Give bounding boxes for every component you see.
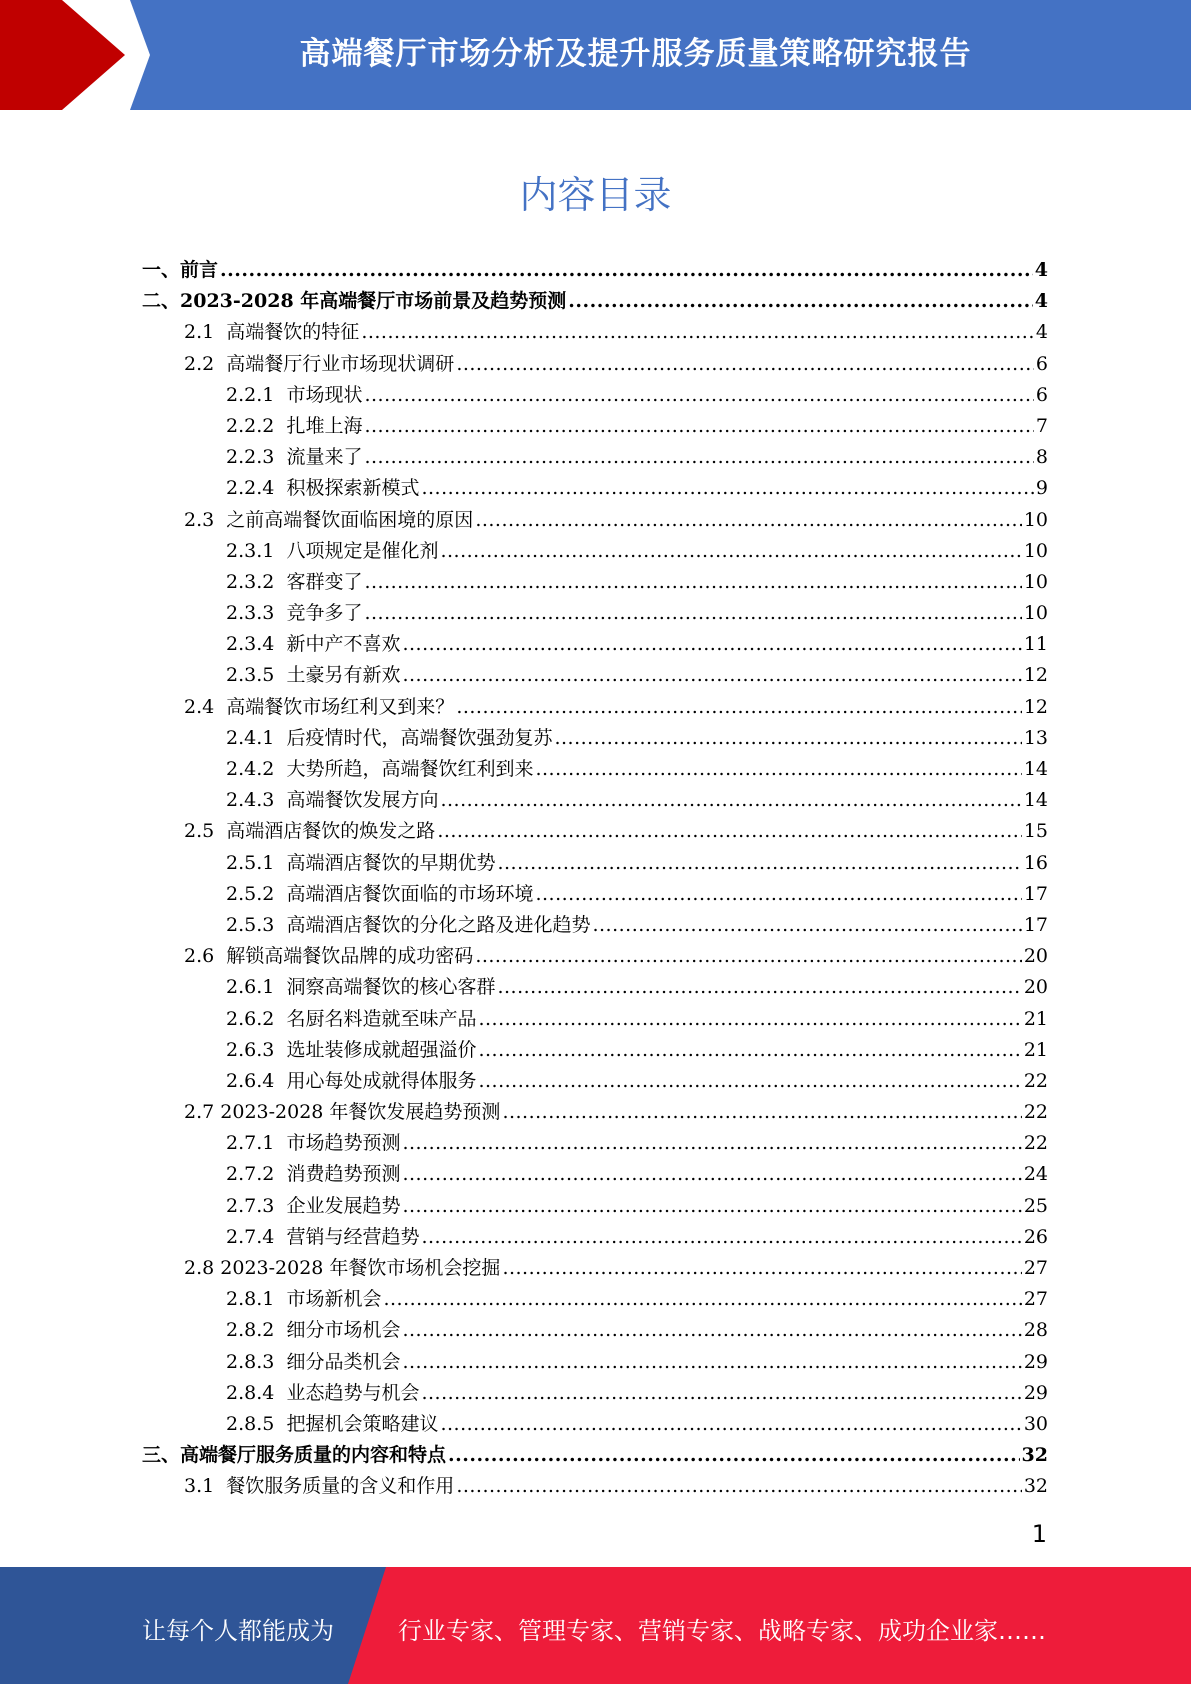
toc-entry-number: 2.6.2 [226,1007,287,1030]
toc-entry[interactable] [142,941,1048,972]
toc-dot-leader [402,660,1021,691]
toc-entry-page: 12 [1023,664,1048,687]
toc-entry[interactable] [142,1035,1048,1066]
toc-dot-leader [402,1159,1021,1190]
toc-entry[interactable] [142,660,1048,691]
toc-entry[interactable] [142,255,1048,286]
toc-entry-page: 27 [1023,1257,1048,1279]
toc-entry[interactable] [142,1409,1048,1440]
toc-entry-title: 市场新机会 [286,1288,382,1311]
toc-dot-leader [554,723,1021,754]
toc-dot-leader [440,1409,1021,1440]
toc-entry-number: 2.3.2 [226,570,287,593]
toc-entry-page: 4 [1035,321,1048,344]
toc-entry-number: 3.1 [184,1475,227,1498]
toc-entry-title: 高端餐厅服务质量的内容和特点 [180,1444,447,1467]
toc-entry-page: 20 [1023,945,1048,968]
toc-heading: 内容目录 [519,173,672,217]
toc-entry-page: 12 [1023,695,1048,718]
toc-dot-leader [402,1347,1021,1378]
toc-entry[interactable] [142,1097,1048,1128]
toc-entry-number: 2.6.4 [226,1069,287,1092]
toc-dot-leader [497,848,1021,879]
toc-entry-title: 企业发展趋势 [286,1194,401,1217]
toc-entry-number: 2.3.4 [226,633,287,656]
toc-dot-leader [456,692,1022,723]
toc-entry-title: 名厨名料造就至味产品 [286,1007,477,1030]
toc-entry-number: 2.2.1 [226,383,287,406]
toc-entry-number: 2.6.1 [226,976,287,999]
toc-entry[interactable] [142,1004,1048,1035]
toc-entry-page: 15 [1023,820,1048,843]
toc-entry-number: 2.6.3 [226,1038,287,1061]
toc-entry-page: 13 [1023,726,1048,749]
toc-entry[interactable] [142,629,1048,660]
toc-entry-number: 2.7.1 [226,1132,287,1155]
toc-entry-title: 积极探索新模式 [286,477,420,500]
footer-slogan-right: 行业专家、管理专家、营销专家、战略专家、成功企业家…… [398,1617,1046,1645]
toc-entry-number: 2.7.2 [226,1163,287,1186]
toc-entry-number: 2.7.4 [226,1225,287,1248]
toc-entry-number: 二、 [142,290,181,313]
toc-entry-page: 22 [1023,1101,1048,1124]
toc-entry-title: 高端餐饮发展方向 [286,789,439,812]
toc-entry-page: 6 [1035,383,1048,406]
toc-entry-title: 新中产不喜欢 [286,633,401,656]
toc-entry-page: 7 [1035,414,1048,437]
toc-entry-number: 2.5.1 [226,851,287,874]
toc-entry-page: 29 [1023,1350,1048,1373]
toc-entry-title: 解锁高端餐饮品牌的成功密码 [226,945,474,968]
toc-entry[interactable] [142,567,1048,598]
toc-dot-leader [475,505,1022,536]
toc-entry-page: 25 [1023,1194,1048,1217]
toc-entry-number: 2.2.2 [226,414,287,437]
toc-entry-page: 10 [1023,539,1048,562]
toc-entry-page: 28 [1023,1319,1048,1342]
toc-dot-leader [448,1440,1020,1471]
toc-entry[interactable] [142,1159,1048,1190]
toc-entry-title: 高端餐饮的特征 [226,321,360,344]
toc-entry[interactable] [142,286,1048,317]
toc-entry-title: 细分市场机会 [286,1319,401,1342]
toc-entry-page: 26 [1023,1225,1048,1248]
toc-entry-title: 2023-2028 年餐饮发展趋势预测 [220,1101,501,1124]
toc-dot-leader [364,380,1033,411]
toc-entry-title: 竞争多了 [286,602,363,625]
toc-entry-title: 八项规定是催化剂 [286,539,439,562]
toc-entry-page: 10 [1023,570,1048,593]
toc-entry[interactable] [142,1440,1048,1471]
toc-dot-leader [402,629,1021,660]
table-of-contents [142,255,1048,1503]
toc-dot-leader [497,972,1021,1003]
toc-entry[interactable] [142,972,1048,1003]
toc-entry-number: 2.5.3 [226,913,287,936]
toc-entry-number: 2.8.3 [226,1350,287,1373]
toc-entry-page: 14 [1023,789,1048,812]
toc-entry-title: 后疫情时代，高端餐饮强劲复苏 [286,726,553,749]
toc-entry-page: 4 [1034,259,1048,281]
toc-entry-page: 6 [1035,352,1048,375]
toc-entry-page: 10 [1023,602,1048,625]
toc-dot-leader [478,1004,1021,1035]
toc-entry-page: 14 [1023,758,1048,780]
toc-entry[interactable] [142,411,1048,442]
toc-entry[interactable] [142,754,1048,785]
toc-entry-title: 前言 [180,259,219,281]
toc-entry-number: 2.8.5 [226,1412,287,1435]
toc-entry-title: 高端酒店餐饮的早期优势 [286,851,496,874]
toc-entry-number: 2.3.1 [226,539,287,562]
toc-entry-number: 2.2.4 [226,477,287,500]
toc-entry[interactable] [142,1471,1048,1502]
toc-entry-title: 把握机会策略建议 [286,1412,439,1435]
toc-dot-leader [402,1128,1021,1159]
toc-entry-number: 2.8.2 [226,1319,287,1342]
toc-dot-leader [456,1471,1022,1502]
toc-dot-leader [475,941,1022,972]
toc-entry-page: 24 [1023,1163,1048,1186]
toc-entry[interactable] [142,380,1048,411]
toc-entry-page: 20 [1023,976,1048,999]
toc-entry-title: 业态趋势与机会 [286,1381,420,1404]
toc-dot-leader [421,1222,1021,1253]
toc-entry[interactable] [142,1378,1048,1409]
toc-entry-number: 2.2.3 [226,446,287,469]
toc-entry-title: 高端餐饮市场红利又到来？ [226,695,455,718]
toc-dot-leader [440,785,1021,816]
header-band [0,0,1191,110]
toc-entry-number: 2.4.1 [226,726,287,749]
toc-dot-leader [478,1035,1021,1066]
toc-entry-page: 30 [1023,1412,1048,1435]
toc-entry-page: 9 [1035,477,1048,500]
toc-dot-leader [361,317,1034,348]
toc-dot-leader [568,286,1032,317]
toc-dot-leader [592,910,1021,941]
toc-entry-page: 17 [1023,882,1048,905]
report-title: 高端餐厅市场分析及提升服务质量策略研究报告 [299,36,972,72]
toc-entry[interactable] [142,1347,1048,1378]
toc-entry-page: 21 [1023,1038,1048,1061]
toc-entry-number: 2.7 [184,1101,221,1124]
toc-entry-title: 用心每处成就得体服务 [286,1069,477,1092]
toc-entry-number: 2.6 [184,945,227,968]
toc-entry[interactable] [142,505,1048,536]
toc-entry[interactable] [142,848,1048,879]
toc-entry[interactable] [142,723,1048,754]
toc-dot-leader [383,1284,1021,1315]
toc-entry-number: 2.4.3 [226,789,287,812]
toc-entry-page: 11 [1023,633,1048,656]
toc-entry[interactable] [142,1315,1048,1346]
toc-dot-leader [535,754,1021,785]
toc-entry-number: 2.8 [184,1257,221,1279]
toc-entry-page: 22 [1023,1132,1048,1155]
toc-entry-title: 市场现状 [286,383,363,406]
toc-entry-page: 22 [1023,1069,1048,1092]
toc-entry-title: 选址装修成就超强溢价 [286,1038,477,1061]
toc-entry-title: 细分品类机会 [286,1350,401,1373]
toc-entry-title: 2023-2028 年餐饮市场机会挖掘 [220,1257,501,1279]
toc-entry-title: 营销与经营趋势 [286,1225,420,1248]
toc-entry[interactable] [142,1066,1048,1097]
toc-entry-number: 一、 [142,259,181,281]
toc-entry-page: 32 [1021,1444,1048,1467]
toc-dot-leader [402,1315,1021,1346]
toc-entry[interactable] [142,1191,1048,1222]
toc-entry-number: 三、 [142,1444,181,1467]
toc-entry[interactable] [142,442,1048,473]
toc-entry-title: 消费趋势预测 [286,1163,401,1186]
toc-entry-page: 10 [1023,508,1048,531]
toc-entry-number: 2.5 [184,820,227,843]
toc-entry-title: 2023-2028 年高端餐厅市场前景及趋势预测 [180,290,567,313]
toc-entry[interactable] [142,1128,1048,1159]
toc-entry-title: 高端酒店餐饮的分化之路及进化趋势 [286,913,591,936]
toc-entry-title: 高端餐厅行业市场现状调研 [226,352,455,375]
toc-entry[interactable] [142,598,1048,629]
toc-entry[interactable] [142,473,1048,504]
toc-entry[interactable] [142,317,1048,348]
toc-entry[interactable] [142,1253,1048,1284]
toc-entry-page: 8 [1035,446,1048,469]
toc-entry-title: 洞察高端餐饮的核心客群 [286,976,496,999]
toc-entry-number: 2.3.3 [226,602,287,625]
toc-entry-number: 2.2 [184,352,227,375]
toc-entry-title: 餐饮服务质量的含义和作用 [226,1475,455,1498]
toc-entry-title: 流量来了 [286,446,363,469]
footer-slogan-left: 让每个人都能成为 [142,1617,334,1645]
toc-dot-leader [478,1066,1021,1097]
toc-entry-page: 32 [1023,1475,1048,1498]
toc-entry-page: 16 [1023,851,1048,874]
toc-entry-number: 2.4 [184,695,227,718]
toc-entry-number: 2.8.4 [226,1381,287,1404]
toc-dot-leader [437,816,1022,847]
toc-entry-number: 2.8.1 [226,1288,287,1311]
toc-dot-leader [364,411,1033,442]
toc-entry-title: 高端酒店餐饮的焕发之路 [226,820,436,843]
toc-dot-leader [456,349,1034,380]
toc-dot-leader [364,442,1033,473]
toc-dot-leader [502,1097,1021,1128]
toc-entry-title: 之前高端餐饮面临困境的原因 [226,508,474,531]
toc-entry-title: 市场趋势预测 [286,1132,401,1155]
toc-dot-leader [421,473,1033,504]
toc-entry-page: 21 [1023,1007,1048,1030]
toc-dot-leader [402,1191,1021,1222]
toc-entry-title: 大势所趋，高端餐饮红利到来 [286,758,534,780]
toc-dot-leader [364,567,1021,598]
toc-entry-page: 4 [1034,290,1048,313]
toc-entry[interactable] [142,816,1048,847]
toc-entry-page: 27 [1023,1288,1048,1311]
toc-entry-number: 2.5.2 [226,882,287,905]
toc-entry[interactable] [142,910,1048,941]
toc-entry-number: 2.7.3 [226,1194,287,1217]
toc-entry-number: 2.1 [184,321,227,344]
toc-entry[interactable] [142,692,1048,723]
toc-entry-page: 29 [1023,1381,1048,1404]
toc-entry-title: 扎堆上海 [286,414,363,437]
toc-entry[interactable] [142,1222,1048,1253]
toc-dot-leader [535,879,1021,910]
toc-entry[interactable] [142,879,1048,910]
toc-entry[interactable] [142,785,1048,816]
page-number: 1 [1031,1520,1047,1548]
toc-entry-number: 2.4.2 [226,758,287,780]
toc-entry-title: 土豪另有新欢 [286,664,401,687]
toc-entry-title: 高端酒店餐饮面临的市场环境 [286,882,534,905]
toc-dot-leader [364,598,1021,629]
toc-dot-leader [502,1253,1021,1284]
footer-band [0,1567,1191,1684]
toc-dot-leader [421,1378,1021,1409]
toc-entry[interactable] [142,1284,1048,1315]
toc-entry-number: 2.3 [184,508,227,531]
toc-entry-page: 17 [1023,913,1048,936]
toc-entry[interactable] [142,349,1048,380]
toc-entry-number: 2.3.5 [226,664,287,687]
toc-entry-title: 客群变了 [286,570,363,593]
toc-dot-leader [220,255,1033,286]
toc-entry[interactable] [142,536,1048,567]
toc-dot-leader [440,536,1021,567]
